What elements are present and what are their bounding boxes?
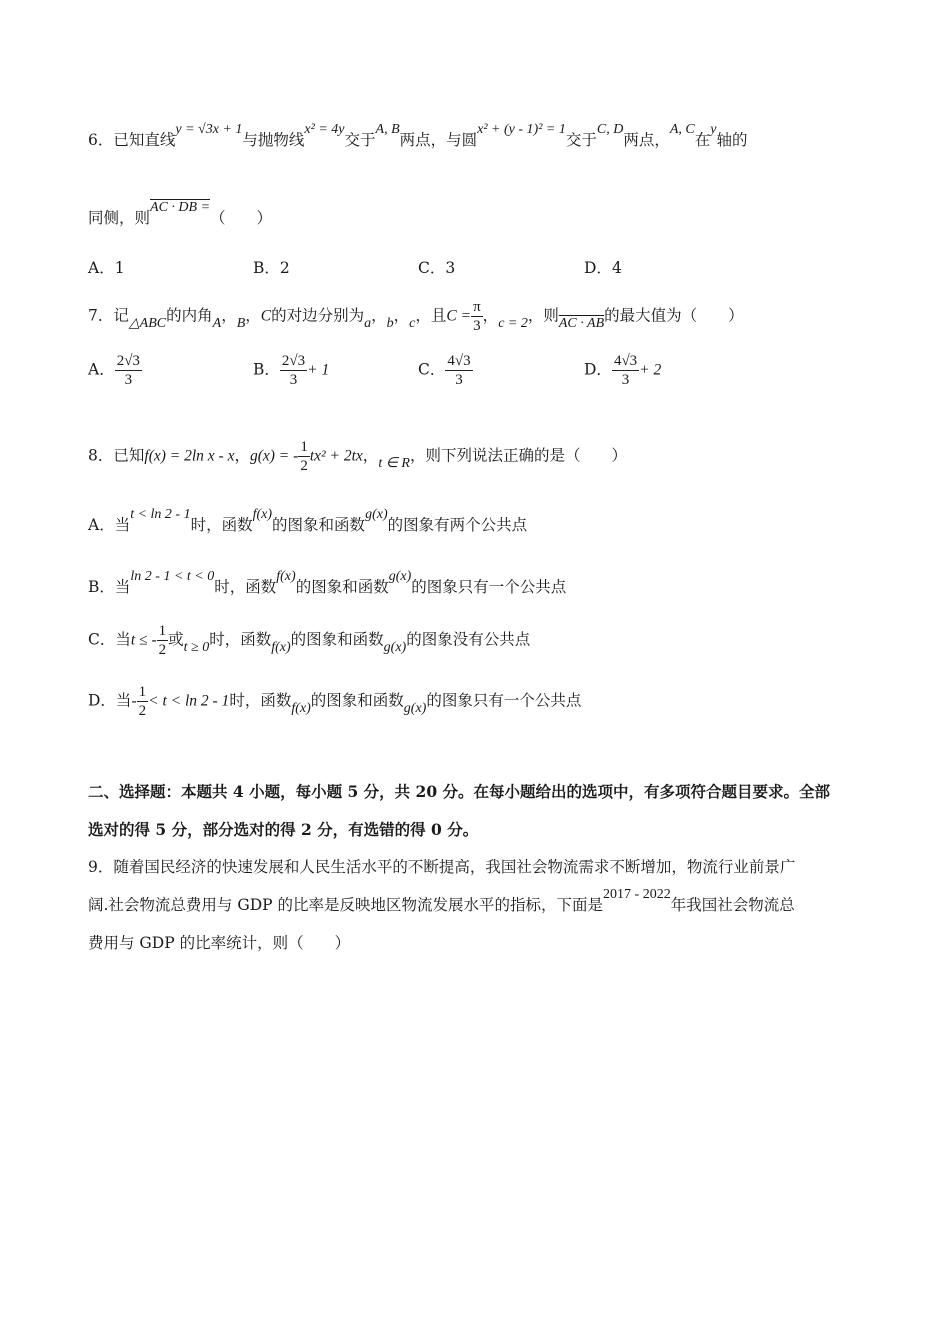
q7-option-c[interactable]: C． $\frac{4√3}{3}$	[418, 353, 471, 388]
q6-line2: 同侧，则AC · DB =（ ）	[88, 200, 273, 227]
q8-option-d[interactable]: D．当- $\frac{1}{2}$ < t < ln 2 - 1时，函数f(x)的图象和函数g(x)的图象只有一个公共点	[88, 684, 582, 719]
q8-f-definition: f(x) = 2ln x - x	[144, 447, 235, 465]
q9-line1: 9．随着国民经济的快速发展和人民生活水平的不断提高，我国社会物流需求不断增加，物流行业前景广	[88, 858, 796, 876]
q6-number: 6．	[88, 131, 114, 149]
q7-option-a[interactable]: A． $\frac{2√3}{3}$	[88, 353, 140, 388]
q9-line3: 费用与 GDP 的比率统计，则（ ）	[88, 934, 351, 952]
q6-option-d[interactable]: D．4	[584, 259, 622, 277]
q6-option-a[interactable]: A．1	[88, 259, 125, 277]
q6-option-b[interactable]: B．2	[253, 259, 290, 277]
q7-option-d[interactable]: D． $\frac{4√3}{3}$ + 2	[584, 353, 662, 388]
q8-g-definition: tx² + 2tx	[309, 447, 363, 465]
section2-heading-line2: 选对的得 5 分，部分选对的得 2 分，有选错的得 0 分。	[88, 820, 479, 839]
q6-line1: 6．已知直线y = √3x + 1与抛物线x² = 4y交于A, B两点，与圆x² + (y - 1)² = 1交于C, D两点，A, C在y轴的	[88, 122, 748, 149]
q8-number: 8．	[88, 446, 114, 465]
q7-option-b[interactable]: B． $\frac{2√3}{3}$ + 1	[253, 353, 330, 388]
q8-option-a[interactable]: A．当t < ln 2 - 1时，函数f(x)的图象和函数g(x)的图象有两个公共点	[88, 507, 528, 534]
section2-heading-line1: 二、选择题：本题共 4 小题，每小题 5 分，共 20 分。在每小题给出的选项中，有多项符合题目要求。全部	[88, 782, 831, 801]
q8-option-b[interactable]: B．当ln 2 - 1 < t < 0时，函数f(x)的图象和函数g(x)的图象只有一个公共点	[88, 569, 567, 596]
q6-line-equation: y = √3x + 1	[175, 122, 243, 137]
q7-pi-over-3: $\frac{\pi}{3}$	[473, 299, 481, 334]
q6-option-c[interactable]: C．3	[418, 259, 456, 277]
q8-stem: 8．已知f(x) = 2ln x - x，g(x) = - $\frac{1}{2}$ tx² + 2tx，t ∈ R，则下列说法正确的是（ ）	[88, 439, 627, 474]
q7-vector-expression: AC · AB	[558, 315, 605, 331]
q6-vector-expression: AC · DB =	[150, 200, 211, 215]
q6-parabola-equation: x² = 4y	[304, 122, 345, 137]
q9-years: 2017 - 2022	[603, 887, 671, 902]
q7-line1: 7．记△ABC的内角A，B，C的对边分别为a，b，c，且C = $\frac{\pi}{3}$ ，c = 2，则AC · AB的最大值为（ ）	[88, 299, 744, 334]
q6-circle-equation: x² + (y - 1)² = 1	[477, 122, 566, 137]
q8-option-c[interactable]: C．当t ≤ - $\frac{1}{2}$ 或t ≥ 0时，函数f(x)的图象和函数g(x)的图象没有公共点	[88, 623, 531, 658]
q7-number: 7．	[88, 306, 114, 325]
q9-line2: 阔.社会物流总费用与 GDP 的比率是反映地区物流发展水平的指标，下面是2017 - 2022年我国社会物流总	[88, 887, 795, 914]
